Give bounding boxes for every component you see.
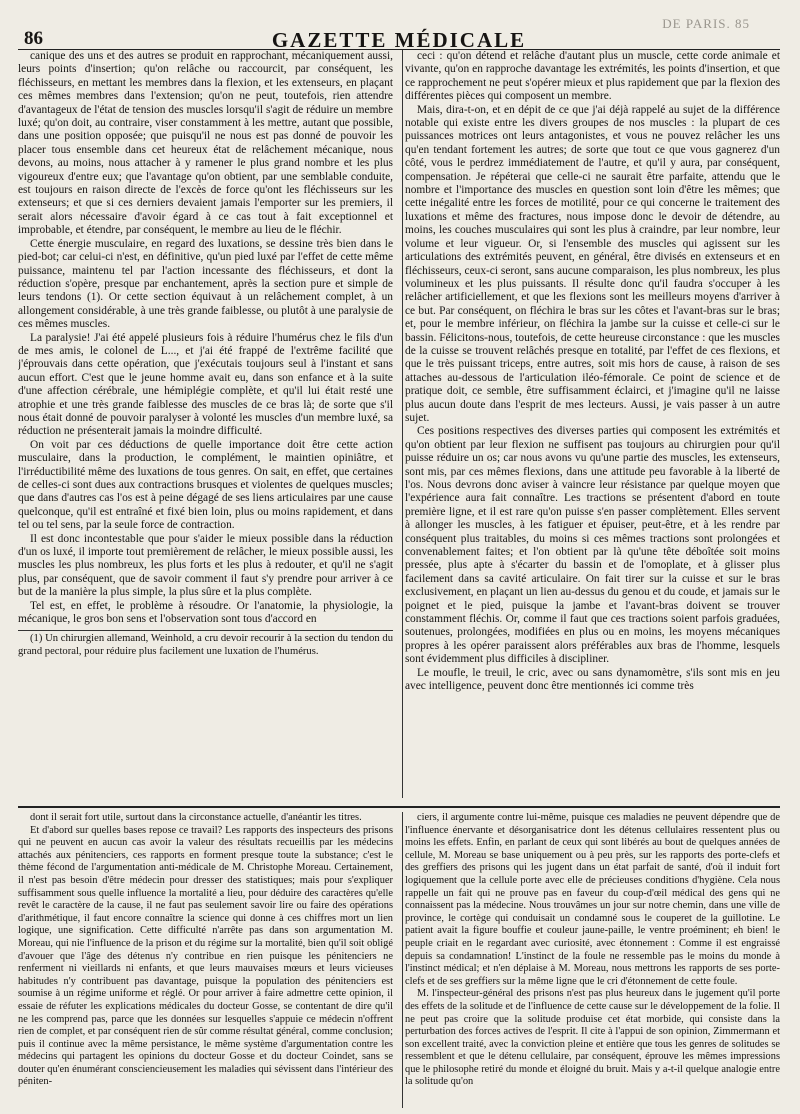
paragraph: ceci : qu'on détend et relâche d'autant plus un muscle, cette corde animale et vivante, qu'on en rapproche davantage les extrémités, les points d'insertion, et que ce rapprochement ne peut s'opérer mieux et plus rapidement que par la flexion des différentes pièces qui composent un membre. [405,50,780,103]
paragraph: Ces positions respectives des diverses parties qui composent les extrémités et qu'on obtient par leur flexion ne suffisent pas toujours au chirurgien pour qu'il puisse réduire un os; car nous avons vu qu'une partie des muscles, les extenseurs, sont mis, par ces mêmes flexions, dans une attitude peu favorable à la liberté de l'os. Nous devrons donc aviser à vaincre leur résistance par quelque moyen que l'expérience aura fait connaître. Les tractions se présentent d'abord en toute première ligne, et il est rare qu'on puisse s'en passer complètement. Elles servent à allonger les muscles, à les fatiguer et épuiser, peut-être, et à les rendre par conséquent plus traitables, du moins si ces mêmes tractions sont prolongées et convenablement faites; et l'on obtient par là qu'une tête déboîtée soit moins pressée, plus apte à s'écarter du bassin et de l'omoplate, et à glisser plus facilement dans sa cavité articulaire. On fait tirer sur la cuisse et sur le bras exclusivement, en plaçant un lien au-dessus du genou et du coude, et jamais sur le poignet et le pied, puisque la jambe et l'avant-bras doivent se trouver constamment fléchis. Or, comme il faut que ces tractions soient parfois graduées, soutenues, prolongées, modifiées en plus ou en moins, les moyens mécaniques propres à les opérer paraissent alors préférables aux bras de l'homme, lesquels sont évidemment plus difficiles à discipliner. [405,425,780,666]
paragraph: ciers, il argumente contre lui-même, puisque ces maladies ne peuvent dépendre que de l'influence énervante et désorganisatrice dont les détenus cellulaires ressentent plus ou moins les effets. Enfin, en parlant de ceux qui sont libérés au bout de quelques années de cellule, M. Moreau se base uniquement ou à peu près, sur les rapports des porte-clefs et des greffiers des prisons qui les jugent dans un état parfait de santé, d'où il induit fort logiquement que la cellule porte avec elle de précieuses conditions d'hygiène. Cela nous rappelle un fait qui ne prouve pas en faveur du coup-d'œil médical des gens qui ne connaissent pas la médecine. Nous trouvâmes un jour sur notre chemin, dans une ville de province, le cortège qui conduisait un condamné sous le couperet de la guillotine. Le patient avait la figure bouffie et couleur jaune-paille, le ventre proéminent; eh bien! le peuple criait en le regardant avec curiosité, avec étonnement : Comme il est engraissé depuis sa condamnation! L'instinct de la foule ne ressemble pas le moins du monde à l'instinct médical; et n'en déplaise à M. Moreau, nous mettrons les rapports de ses porte-clefs et de ses greffiers sur la même ligne que le cri d'étonnement de cette foule. [405,812,780,987]
page-title: GAZETTE MÉDICALE [271,28,527,52]
paragraph: Et d'abord sur quelles bases repose ce travail? Les rapports des inspecteurs des prisons qui ne peuvent en aucun cas avoir la valeur des résultats recueillis par les médecins attachés aux pénitenciers, ces rapports en forment presque toute la substance; c'est le thème fécond de l'argumentation anti-médicale de M. Christophe Moreau. Certainement, il n'est pas besoin d'être médecin pour dresser des statistiques; mais pour s'expliquer suffisamment sous quelle influence la mortalité a lieu, pour déduire des caractères qu'elle revêt le caractère de la cause, il ne faut pas seulement savoir lire ou faire des opérations d'arithmétique, il faut encore connaître la science qui donne à ces chiffres mort un lien logique, une signification. Cette difficulté n'arrête pas dans son argumentation M. Moreau, qui nie l'influence de la prison et du régime sur la mortalité, bien qu'il soit obligé d'avouer que l'âge des détenus n'y contribue en rien puisque les pénitenciers ne renferment ni vieillards ni enfants, et que leurs mauvaises mœurs et leurs vicieuses habitudes n'y contribuent pas davantage, puisque la population des pénitenciers est soumise à un régime uniforme et réglé. Or pour arriver à faire admettre cette opinion, il essaie de réfuter les explications médicales du docteur Gosse, se contentant de dire qu'il ne les comprend pas, parce que les données sur lesquelles s'appuie ce médecin n'offrent rien de complet, et par conséquent rien de sûr comme résultat général, comme conclusion; puis il continue avec la même persistance, le même système d'argumentation contre les médecins qui partagent les opinions du docteur Gosse et du docteur Coindet, sans se douter qu'en énumérant consciencieusement les maladies qui sévissent dans l'intérieur des péniten- [18,824,393,1088]
paragraph: On voit par ces déductions de quelle importance doit être cette action musculaire, dans la production, le complément, le maintien opiniâtre, et l'irréductibilité même des luxations de tous genres. On sait, en effet, que certaines de celles-ci sont dues aux contractions brusques et violentes de quelques muscles; que dans d'autres cas l'os est à peine dégagé de ses liens articulaires par une cause quelconque, qu'il est entraîné et fixé bien loin, plus ou moins rapidement, et dans tel ou tel sens, par la seule force de contraction. [18,438,393,532]
left-column [18,50,393,798]
paragraph: Il est donc incontestable que pour s'aider le mieux possible dans la réduction d'un os luxé, il importe tout premièrement de relâcher, le mieux possible aussi, les muscles les plus nombreux, les plus forts et les plus à redouter, et qu'il ne s'agit plus, par conséquent, que de savoir comment il faut s'y prendre pour arriver à ce but de la manière la plus simple, la plus sûre et la plus complète. [18,532,393,599]
feuilleton-left-column [18,812,393,1108]
footnote: (1) Un chirurgien allemand, Weinhold, a cru devoir recourir à la section du tendon du grand pectoral, pour réduire plus facilement une luxation de l'humérus. [18,633,393,658]
paragraph: Cette énergie musculaire, en regard des luxations, se dessine très bien dans le pied-bot; car celui-ci n'est, en définitive, qu'un pied luxé par l'effet de cette même puissance, maintenu tel par l'action incessante des fléchisseurs, et dont la réduction s'opère, presque par enchantement, après la section pure et simple de leurs tendons (1). Or cette section équivaut à un relâchement complet, à un allongement considérable, à une très grande faiblesse, ou plutôt à une paralysie de ces mêmes muscles. [18,237,393,331]
paragraph: canique des uns et des autres se produit en rapprochant, mécaniquement aussi, leurs points d'insertion; qu'on relâche ou raccourcit, par conséquent, les fléchisseurs, en mettant les membres dans la flexion, et les extenseurs, en plaçant ces mêmes membres dans l'extension; qu'on ne peut, toutefois, rien attendre d'avantageux de l'état de tension des muscles lorsqu'il s'agit de réduire un membre luxé; qu'on doit, au contraire, viser constamment à les mettre, autant que possible, dans une position opposée; que puisqu'il ne nous est pas donné de pouvoir les placer tous ensemble dans cet heureux état de relâchement mécanique, nous devons, au moins, nous attacher à y ramener le plus grand nombre et les plus vigoureux d'entre eux; que l'avantage qu'on obtient, par une semblable conduite, est toujours en raison directe de l'excès de force qu'ont les fléchisseurs sur les extenseurs; et que si ces derniers devaient jamais l'emporter sur les premiers, il serait alors nécessaire d'avoir égard à ce cas tout à fait exceptionnel et improbable, et étendre, par conséquent, le membre au lieu de le fléchir. [18,50,393,237]
paragraph: La paralysie! J'ai été appelé plusieurs fois à réduire l'humérus chez le fils d'un de mes amis, le colonel de L..., et j'ai été frappé de l'extrême facilité que j'éprouvais dans cette opération, que j'exécutais toujours seul à l'instant et sans aucun effort. C'est que le jeune homme avait eu, dans son enfance et à la suite d'une affection cérébrale, une hémiplégie complète, et qu'il lui était resté une atrophie et une très grande faiblesse des muscles de ce bras là; de sorte que s'il nous était donné de pouvoir paralyser à volonté les muscles d'un membre luxé, sa réduction ne présenterait jamais la moindre difficulté. [18,331,393,438]
paragraph: Le moufle, le treuil, le cric, avec ou sans dynamomètre, s'ils sont mis en jeu avec intelligence, peuvent donc être mentionnés ici comme très [405,666,780,693]
main-article [18,50,780,798]
paragraph: M. l'inspecteur-général des prisons n'est pas plus heureux dans le jugement qu'il porte des effets de la solitude et de l'influence de cette cause sur le développement de la folie. Il ne peut pas croire que la solitude produise cet état morbide, qui consiste dans la perturbation des forces actives de l'esprit. Il cite à l'appui de son opinion, Zimmermann et son excellent traité, avec la conviction pleine et entière que tous les genres de solitudes se ressemblent et que le détenu cellulaire, par conséquent, éprouve les mêmes impressions que le philosophe retiré du monde et éloigné du bruit. Mais y a-t-il quelque analogie entre la solitude qu'on [405,988,780,1088]
paragraph: dont il serait fort utile, surtout dans la circonstance actuelle, d'anéantir les titres. [30,812,362,823]
paragraph: Mais, dira-t-on, et en dépit de ce que j'ai déjà rappelé au sujet de la différence notable qui existe entre les divers groupes de nos muscles : la plupart de ces puissances motrices ont leurs antagonistes, et vous ne pouvez relâcher les uns qu'en tendant fortement les autres; de sorte que tout ce que vous gagnerez d'un côté, vous le perdrez immédiatement de l'autre, et qu'il y aura, par conséquent, compensation. Je répéterai que celle-ci ne saurait être parfaite, attendu que le nombre et l'importance des muscles en question sont loin d'être les mêmes; que cette inégalité entre les forces de motilité, pour ce qui concerne le traitement des luxations et même des fractures, nous impose donc le devoir de détendre, au moins, les couches musculaires qui sont les plus à craindre, par leur nombre, leur volume et leur vigueur. Or, si l'ensemble des muscles qui agissent sur les articulations des extrémités peuvent, en général, être divisés en extenseurs et en fléchisseurs, ceux-ci seront, sans aucune comparaison, les plus nombreux, les plus volumineux et les plus puissants. Il résulte donc qu'il faudra s'occuper à les relâcher artificiellement, et que les flexions sont les meilleurs moyens d'arriver à ce but. Par conséquent, on fléchira le bras sur les côtes et l'avant-bras sur le bras; et, pour le membre inférieur, on fléchira la jambe sur la cuisse et celle-ci sur le bassin. Félicitons-nous, toutefois, de cette heureuse circonstance : que les muscles de la cuisse se trouvent relâchés presque en totalité, par l'effet de ces flexions, et que le très puissant triceps, entre autres, soit mis hors de cause, à raison de ses attaches au-dessous de l'articulation iléo-fémorale. Ce point de science et de pratique doit, ce semble, être suffisamment éclairci, et j'imagine qu'il ne laisse plus aucun doute dans l'esprit de mes lecteurs. Aussi, je vais passer à un autre sujet. [405,103,780,424]
paragraph: Tel est, en effet, le problème à résoudre. Or l'anatomie, la physiologie, la mécanique, le gros bon sens et l'observation sont tous d'accord en [18,599,393,626]
page-number: 86 [24,28,43,49]
page-header [18,10,780,50]
feuilleton-right-column [405,812,780,1108]
bleed-through-text: DE PARIS. 85 [662,16,750,31]
feuilleton-rule [18,806,780,808]
feuilleton [18,812,780,1108]
right-column [405,50,780,798]
footnote-rule [18,630,393,631]
